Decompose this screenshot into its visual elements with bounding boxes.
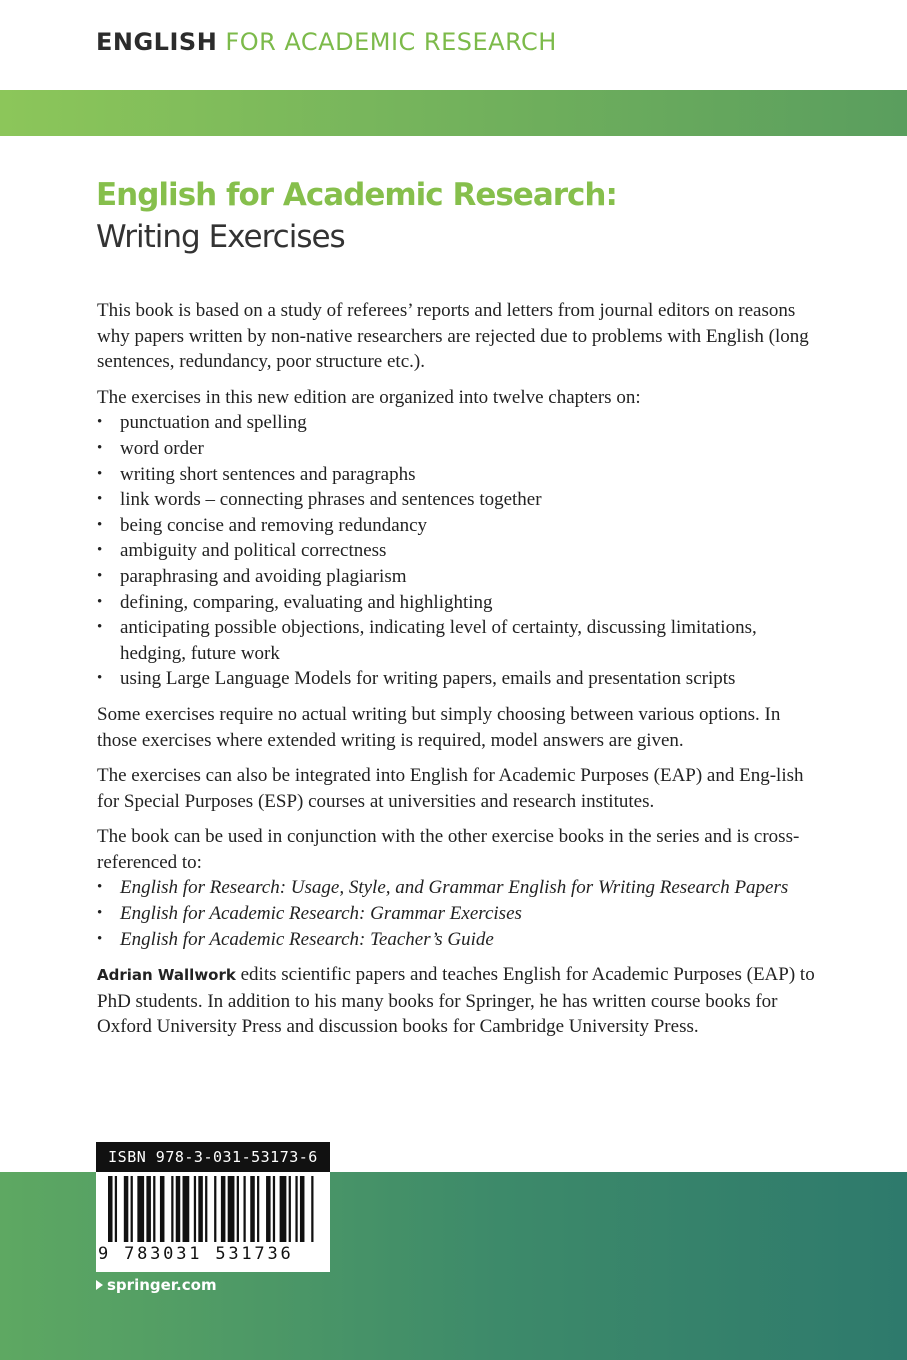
barcode-bar	[160, 1176, 165, 1242]
barcode-bar	[228, 1176, 235, 1242]
barcode-bar	[257, 1176, 259, 1242]
barcode-bar	[115, 1176, 117, 1242]
list-item: • using Large Language Models for writing papers, emails and presentation scripts	[97, 666, 815, 692]
related-books-list	[97, 875, 815, 952]
list-item: • ambiguity and political correctness	[97, 538, 815, 564]
back-cover-text	[97, 298, 815, 1050]
list-item	[97, 901, 815, 927]
author-name: Adrian Wallwork	[97, 966, 236, 985]
related-book-title: English for Academic Research: Grammar Exercises	[120, 903, 522, 925]
top-green-band	[0, 90, 907, 136]
series-paragraph: The book can be used in conjunction with the other exercise books in the series and is cross-referenced to:	[97, 826, 800, 873]
book-title	[96, 174, 617, 258]
list-item: • punctuation and spelling	[97, 410, 815, 436]
book-title-sub: Writing Exercises	[96, 219, 345, 255]
list-item: • anticipating possible objections, indicating level of certainty, discussing limitations, hedging, future work	[97, 615, 815, 666]
barcode-bar	[198, 1176, 203, 1242]
series-name-light: FOR ACADEMIC RESEARCH	[225, 28, 557, 56]
barcode-bar	[137, 1176, 144, 1242]
related-book-title: English for Academic Research: Teacher’s Guide	[120, 928, 494, 950]
barcode-bar	[171, 1176, 173, 1242]
barcode-bar	[300, 1176, 305, 1242]
options-paragraph: Some exercises require no actual writing but simply choosing between various options. In those exercises where extended writing is required, model answers are given.	[97, 703, 781, 751]
barcode-bar	[273, 1176, 275, 1242]
isbn-barcode	[96, 1142, 330, 1272]
list-item: • defining, comparing, evaluating and highlighting	[97, 590, 815, 616]
barcode-bar	[280, 1176, 287, 1242]
series-header	[96, 28, 557, 56]
book-title-main: English for Academic Research:	[96, 177, 617, 213]
springer-link[interactable]	[96, 1276, 217, 1294]
barcode-bar	[194, 1176, 196, 1242]
barcode-bar	[124, 1176, 129, 1242]
barcode-bar	[295, 1176, 297, 1242]
list-item	[97, 927, 815, 953]
barcode-bar	[131, 1176, 133, 1242]
chapter-list	[97, 410, 815, 692]
barcode-bar	[153, 1176, 155, 1242]
list-item: • word order	[97, 436, 815, 462]
barcode-bar	[176, 1176, 181, 1242]
list-item: • paraphrasing and avoiding plagiarism	[97, 564, 815, 590]
barcode-bar	[221, 1176, 226, 1242]
arrow-right-icon	[96, 1280, 103, 1290]
barcode-bar	[243, 1176, 245, 1242]
barcode-bar	[205, 1176, 207, 1242]
list-item	[97, 875, 815, 901]
intro-paragraph: This book is based on a study of referees’ reports and letters from journal editors on reasons why papers written by non-native researchers are rejected due to problems with English (long sentences, redundancy, poor structure etc.).	[97, 300, 809, 373]
barcode-bar	[146, 1176, 151, 1242]
barcode-bar	[214, 1176, 216, 1242]
series-name-bold: ENGLISH	[96, 28, 218, 56]
chapters-intro: The exercises in this new edition are organized into twelve chapters on:	[97, 386, 641, 408]
author-paragraph	[97, 962, 815, 1040]
springer-link-text: springer.com	[107, 1276, 217, 1294]
barcode-bar	[311, 1176, 313, 1242]
barcode-bars	[108, 1176, 318, 1242]
related-book-title: English for Research: Usage, Style, and Grammar English for Writing Research Papers	[120, 877, 789, 899]
barcode-bar	[237, 1176, 239, 1242]
barcode-bar	[108, 1176, 113, 1242]
barcode-bar	[183, 1176, 190, 1242]
eap-paragraph: The exercises can also be integrated into English for Academic Purposes (EAP) and Eng-lish for Special Purposes (ESP) courses at universities and research institutes.	[97, 765, 804, 812]
barcode-bar	[250, 1176, 255, 1242]
list-item: • writing short sentences and paragraphs	[97, 462, 815, 488]
list-item: • being concise and removing redundancy	[97, 513, 815, 539]
isbn-label: ISBN 978-3-031-53173-6	[96, 1142, 330, 1172]
author-bio: edits scientific papers and teaches English for Academic Purposes (EAP) to PhD students. In addition to his many books for Springer, he has written course books for Oxford University Press and discussion books for Cambridge University Press.	[97, 964, 815, 1038]
barcode-bar	[266, 1176, 271, 1242]
barcode-bar	[289, 1176, 291, 1242]
barcode-digits: 9 783031 531736	[98, 1244, 294, 1264]
list-item: • link words – connecting phrases and sentences together	[97, 487, 815, 513]
